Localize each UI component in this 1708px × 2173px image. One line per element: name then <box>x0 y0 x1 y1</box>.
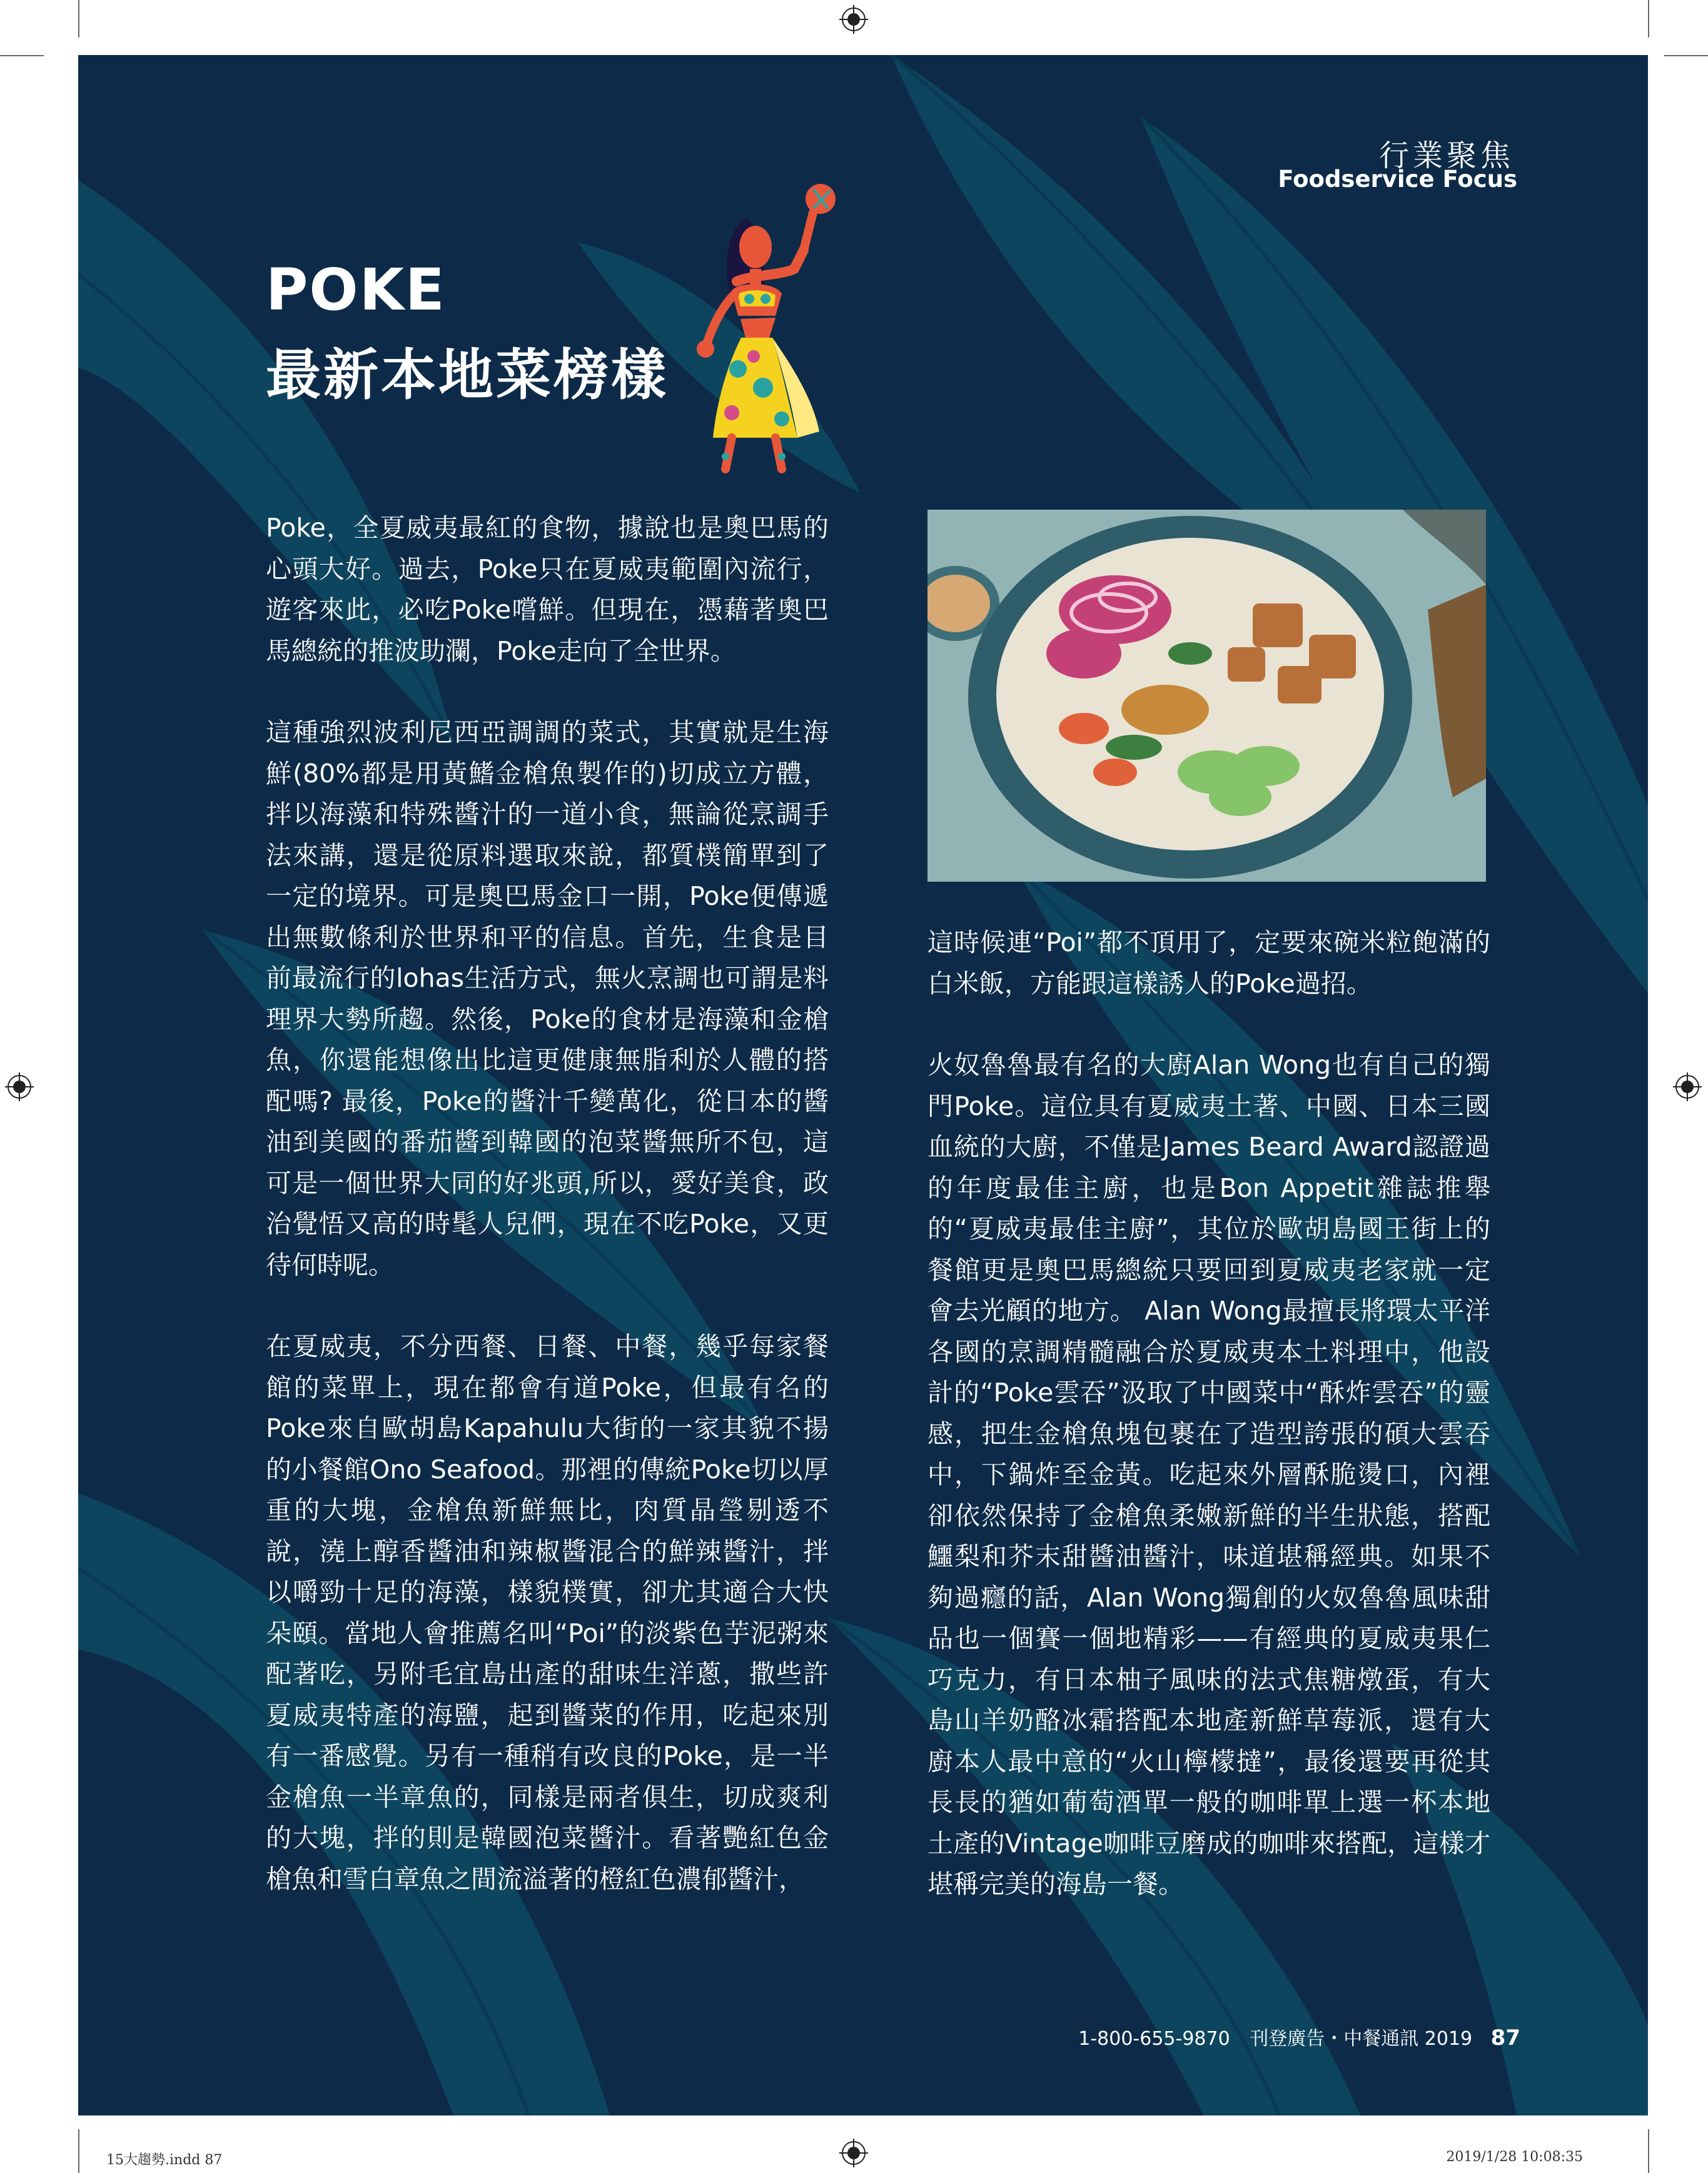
registration-mark-icon <box>1673 1072 1702 1101</box>
footer-phone: 1-800-655-9870 <box>1078 2028 1230 2050</box>
slug-filename: 15大趨勢.indd 87 <box>106 2152 223 2168</box>
crop-mark <box>78 2129 79 2173</box>
crop-mark <box>78 0 79 38</box>
registration-mark-icon <box>839 2139 868 2167</box>
article-left-column <box>266 508 829 1900</box>
crop-mark <box>1648 0 1649 38</box>
paragraph: Poke，全夏威夷最紅的食物，據說也是奧巴馬的心頭大好。過去，Poke只在夏威夷範圍內流行，遊客來此，必吃Poke嚐鮮。但現在，憑藉著奧巴馬總統的推波助瀾，Poke走向了全世界。 <box>266 513 829 666</box>
slug-timestamp: 2019/1/28 10:08:35 <box>1446 2149 1583 2165</box>
paragraph: 在夏威夷，不分西餐、日餐、中餐，幾乎每家餐館的菜單上，現在都會有道Poke，但最有名的Poke來自歐胡島Kapahulu大街的一家其貌不揚的小餐館Ono Seafood。那裡的傳統Poke切以厚重的大塊，金槍魚新鮮無比，肉質晶瑩剔透不說，澆上醇香醬油和辣椒醬混合的鮮辣醬汁，拌以嚼勁十足的海藻，樣貌樸實，卻尤其適合大快朵頤。當地人會推薦名叫“Poi”的淡紫色芋泥粥來配著吃，另附毛宜島出產的甜味生洋蔥，撒些許夏威夷特產的海鹽，起到醬菜的作用，吃起來別有一番感覺。另有一種稍有改良的Poke，是一半金槍魚一半章魚的，同樣是兩者俱生，切成爽利的大塊，拌的則是韓國泡菜醬汁。看著艷紅色金槍魚和雪白章魚之間流溢著的橙紅色濃郁醬汁， <box>266 1331 829 1894</box>
section-title-zh: 行業聚焦 <box>1378 138 1514 173</box>
hula-dancer-illustration <box>688 181 863 475</box>
paragraph: 火奴魯魯最有名的大廚Alan Wong也有自己的獨門Poke。這位具有夏威夷土著、中國、日本三國血統的大廚，不僅是James Beard Award認證過的年度最佳主廚，也是Bon Appetit雜誌推舉的“夏威夷最佳主廚”，其位於歐胡島國王街上的餐館更是奧巴馬總統只要回到夏威夷老家就一定會去光顧的地方。 Alan Wong最擅長將環太平洋各國的烹調精髓融合於夏威夷本土料理中，他設計的“Poke雲吞”汲取了中國菜中“酥炸雲吞”的靈感，把生金槍魚塊包裹在了造型誇張的碩大雲吞中，下鍋炸至金黃。吃起來外層酥脆燙口，內裡卻依然保持了金槍魚柔嫩新鮮的半生狀態，搭配鱷梨和芥末甜醬油醬汁，味道堪稱經典。如果不夠過癮的話，Alan Wong獨創的火奴魯魯風味甜品也一個賽一個地精彩——有經典的夏威夷果仁巧克力，有日本柚子風味的法式焦糖燉蛋，有大島山羊奶酪冰霜搭配本地產新鮮草莓派，還有大廚本人最中意的“火山檸檬撻”，最後還要再從其長長的猶如葡萄酒單一般的咖啡單上選一杯本地土產的Vintage咖啡豆磨成的咖啡來搭配，這樣才堪稱完美的海島一餐。 <box>927 1050 1490 1899</box>
article-title-en: POKE <box>266 256 446 323</box>
article-title-zh: 最新本地菜榜樣 <box>266 343 669 407</box>
registration-mark-icon <box>839 5 868 34</box>
crop-mark <box>1664 55 1708 56</box>
crop-mark <box>1648 2129 1649 2173</box>
paragraph: 這時候連“Poi”都不頂用了，定要來碗米粒飽滿的白米飯，方能跟這樣誘人的Poke過招。 <box>927 927 1490 999</box>
section-title-en: Foodservice Focus <box>1278 166 1517 193</box>
registration-mark-icon <box>5 1072 34 1101</box>
page-footer <box>1078 2023 1520 2050</box>
footer-ad-text: 刊登廣告・中餐通訊 2019 <box>1250 2028 1473 2050</box>
article-right-column <box>927 922 1490 1905</box>
crop-mark <box>0 55 44 56</box>
page-number: 87 <box>1490 2025 1520 2050</box>
paragraph: 這種強烈波利尼西亞調調的菜式，其實就是生海鮮(80%都是用黃鰭金槍魚製作的)切成立方體，拌以海藻和特殊醬汁的一道小食，無論從烹調手法來講，還是從原料選取來說，都質樸簡單到了一定的境界。可是奧巴馬金口一開，Poke便傳遞出無數條利於世界和平的信息。首先，生食是目前最流行的lohas生活方式，無火烹調也可謂是料理界大勢所趨。然後，Poke的食材是海藻和金槍魚，你還能想像出比這更健康無脂利於人體的搭配嗎? 最後，Poke的醬汁千變萬化，從日本的醬油到美國的番茄醬到韓國的泡菜醬無所不包，這可是一個世界大同的好兆頭,所以，愛好美食，政治覺悟又高的時髦人兒們，現在不吃Poke，又更待何時呢。 <box>266 717 829 1280</box>
poke-bowl-photo <box>927 510 1486 882</box>
